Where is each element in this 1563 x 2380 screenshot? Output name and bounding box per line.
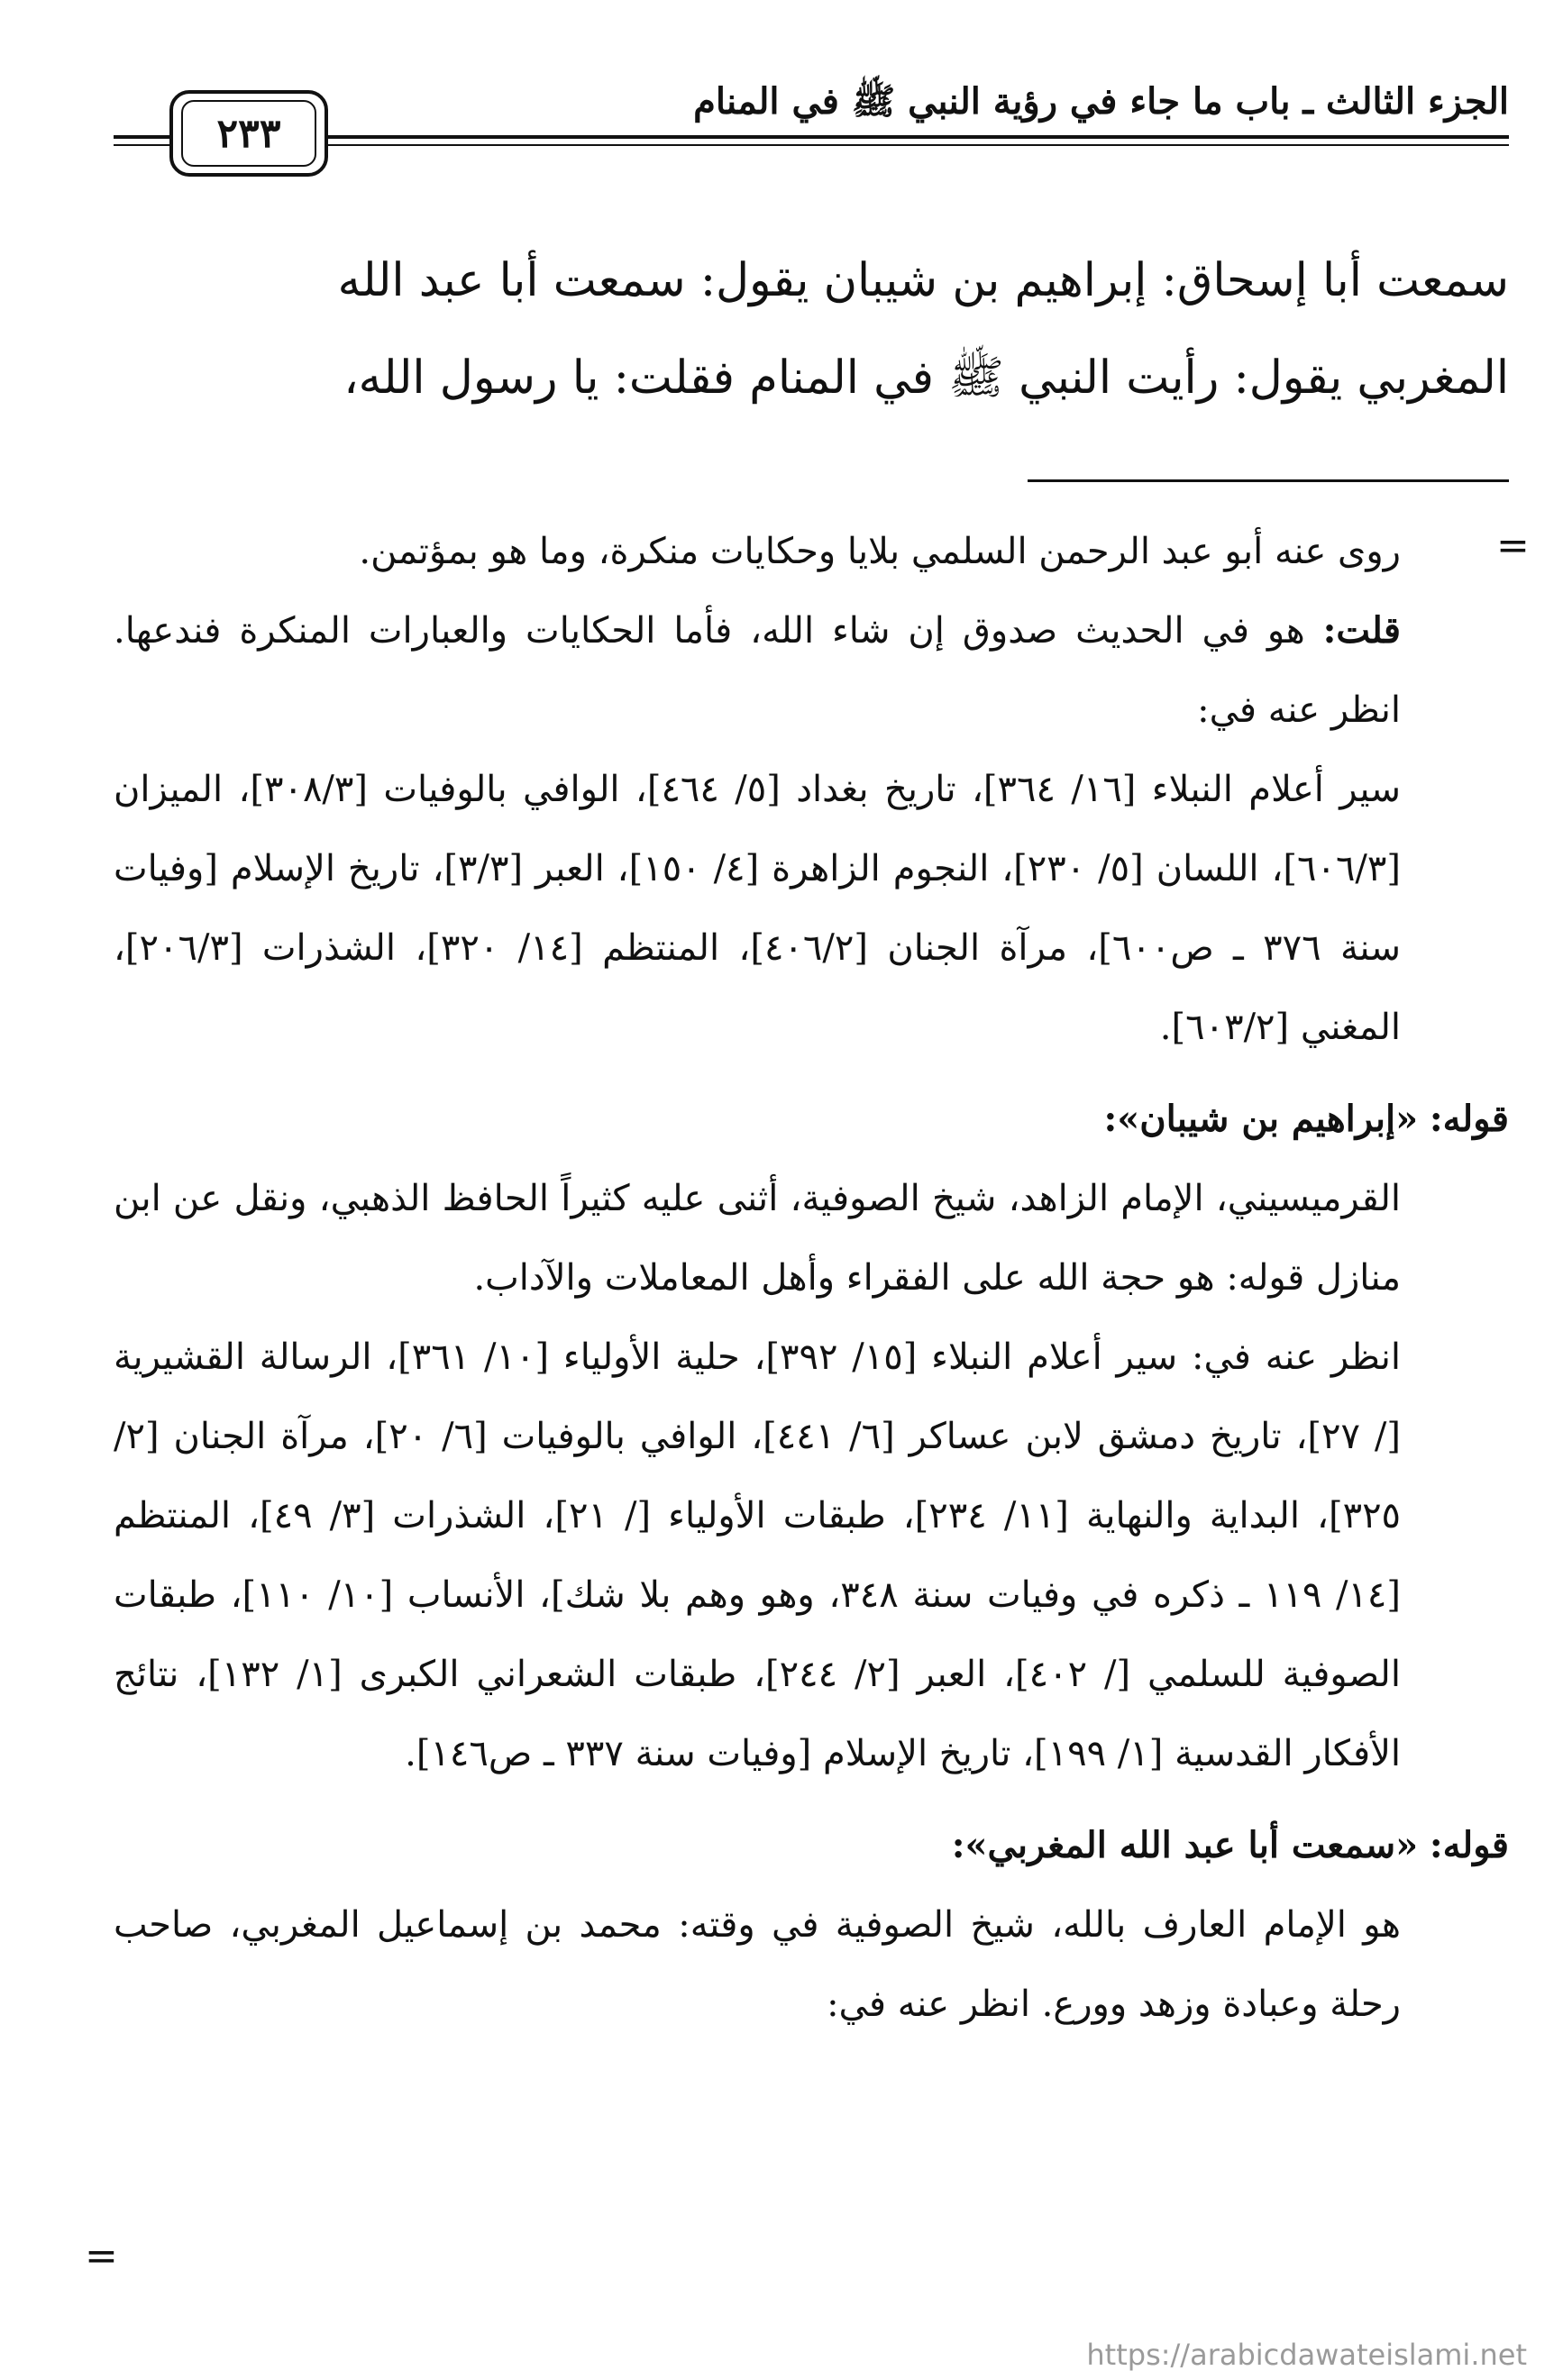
footnote-block-2 (114, 1080, 1509, 1793)
footnote-heading (114, 1080, 1509, 1159)
qawluh-title: «سمعت أبا عبد الله المغربي»: (951, 1824, 1419, 1866)
continuation-marker-bottom: = (85, 2233, 118, 2279)
footnote-qult (114, 591, 1401, 750)
page-number-frame (169, 90, 328, 177)
footnotes (114, 512, 1509, 2044)
page-number: ٢٣٣ (181, 100, 316, 167)
footnote-references: انظر عنه في: سير أعلام النبلاء [١٥/ ٣٩٢]، حلية الأولياء [١٠/ ٣٦١]، الرسالة القشيرية [/ ٢٧]، تاريخ دمشق لابن عساكر [٦/ ٤٤١]، الوافي بالوفيات [٦/ ٢٠]، مرآة الجنان [٢/ ٣٢٥]، البداية والنهاية [١١/ ٢٣٤]، طبقات الأولياء [/ ٢١]، الشذرات [٣/ ٤٩]، المنتظم [١٤/ ١١٩ ـ ذكره في وفيات سنة ٣٤٨، وهو وهم بلا شك]، الأنساب [١٠/ ١١٠]، طبقات الصوفية للسلمي [/ ٤٠٢]، العبر [٢/ ٢٤٤]، طبقات الشعراني الكبرى [١/ ١٣٢]، نتائج الأفكار القدسية [١/ ١٩٩]، تاريخ الإسلام [وفيات سنة ٣٣٧ ـ ص١٤٦]. (114, 1336, 1402, 1774)
main-line-1: سمعت أبا إسحاق: إبراهيم بن شيبان يقول: سمعت أبا عبد الله (337, 254, 1509, 307)
footnote-block-3 (114, 1806, 1509, 2044)
qult-text: هو في الحديث صدوق إن شاء الله، فأما الحكايات والعبارات المنكرة فندعها. انظر عنه في: (114, 610, 1401, 731)
footnote-separator (1028, 479, 1509, 482)
footnote-line: روى عنه أبو عبد الرحمن السلمي بلايا وحكايات منكرة، وما هو بمؤتمن. (359, 531, 1401, 572)
main-line-2: المغربي يقول: رأيت النبي ﷺ في المنام فقلت: يا رسول الله، (343, 351, 1509, 405)
footnote-heading (114, 1806, 1509, 1885)
qawluh-label: قوله: (1429, 1098, 1509, 1140)
continuation-marker-top: = (1496, 523, 1530, 569)
footnote-references: سير أعلام النبلاء [١٦/ ٣٦٤]، تاريخ بغداد [٥/ ٤٦٤]، الوافي بالوفيات [٣٠٨/٣]، الميزان [٦٠٦/٣]، اللسان [٥/ ٢٣٠]، النجوم الزاهرة [٤/ ١٥٠]، العبر [٣/٣]، تاريخ الإسلام [وفيات سنة ٣٧٦ ـ ص٦٠٠]، مرآة الجنان [٤٠٦/٢]، المنتظم [١٤/ ٣٢٠]، الشذرات [٢٠٦/٣]، المغني [٦٠٣/٢]. (114, 769, 1401, 1048)
footnote-block-1 (114, 512, 1509, 1067)
running-header-title: الجزء الثالث ـ باب ما جاء في رؤية النبي ﷺ في المنام (693, 80, 1509, 123)
qawluh-label: قوله: (1429, 1824, 1509, 1866)
footnote-text: هو الإمام العارف بالله، شيخ الصوفية في وقته: محمد بن إسماعيل المغربي، صاحب رحلة وعبادة وزهد وورع. انظر عنه في: (114, 1904, 1401, 2025)
footnote-text: القرميسيني، الإمام الزاهد، شيخ الصوفية، أثنى عليه كثيراً الحافظ الذهبي، ونقل عن ابن منازل قوله: هو حجة الله على الفقراء وأهل المعاملات والآداب. (114, 1178, 1401, 1299)
qult-label: قلت: (1322, 609, 1401, 652)
main-text (114, 233, 1509, 427)
qawluh-title: «إبراهيم بن شيبان»: (1103, 1098, 1419, 1140)
watermark-url: https://arabicdawateislami.net (1086, 2338, 1527, 2372)
